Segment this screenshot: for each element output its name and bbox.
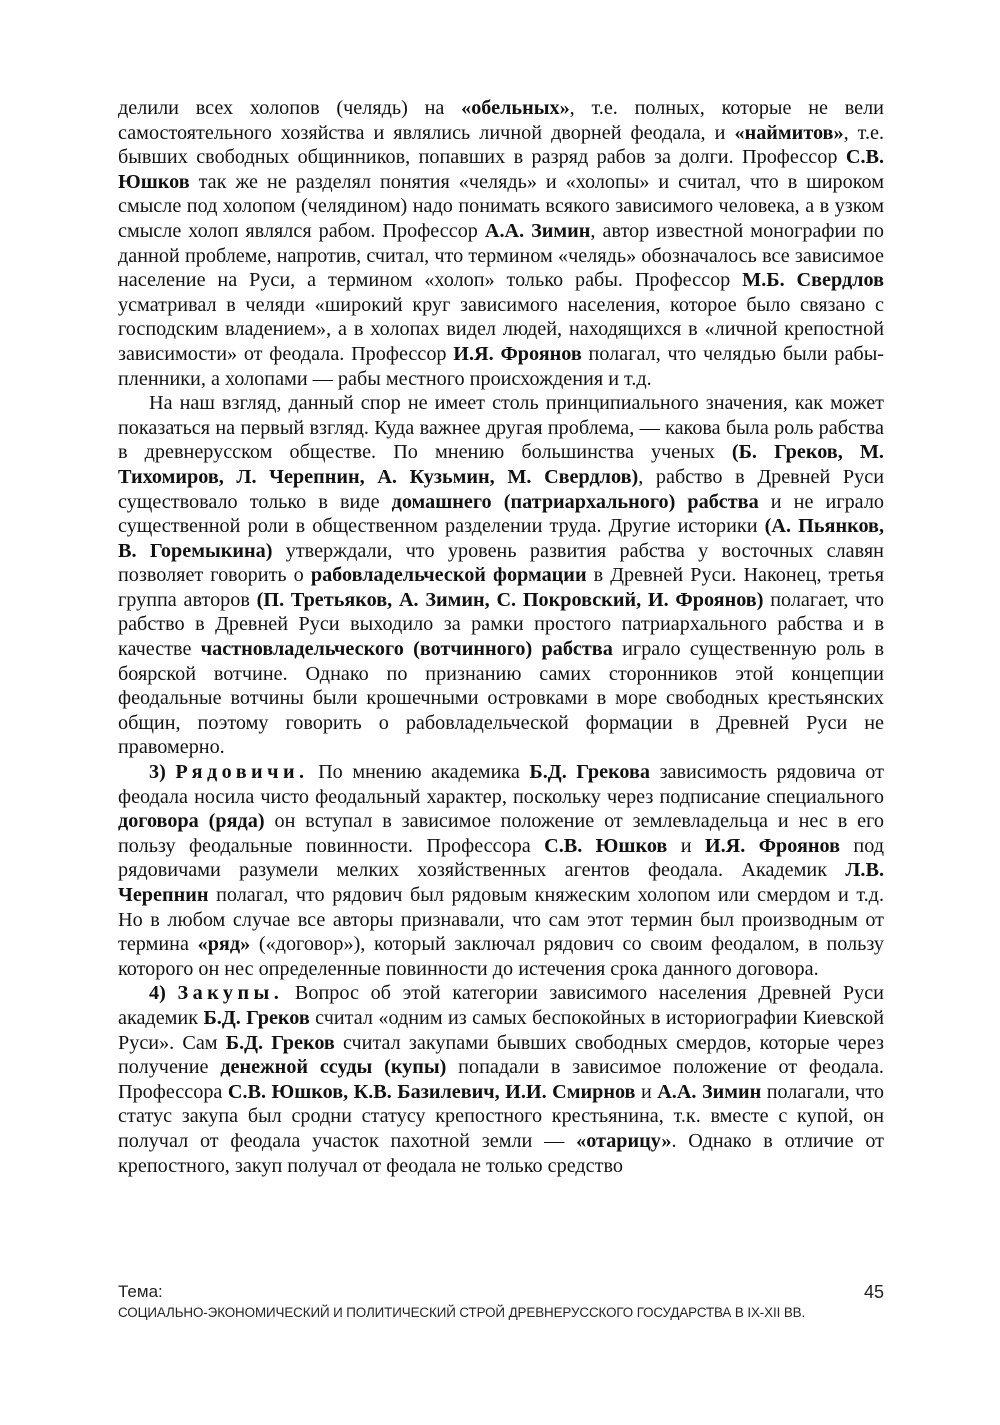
- bold-term: договора (ряда): [118, 810, 265, 833]
- bold-term: «наймитов»: [734, 121, 844, 144]
- bold-term: А.А. Зимин: [484, 219, 591, 242]
- bold-term: частновладельческого (вотчинного) рабства: [200, 638, 613, 661]
- bold-term: Б.Д. Греков: [225, 1031, 335, 1054]
- text-run: , автор известной монографии по данной проблеме, напротив, считал, что термином «челядь» обозначалось все зависимое население на Руси, а термином «холоп» только рабы. Профессор: [118, 219, 884, 292]
- text-run: делили всех холопов (челядь) на: [118, 97, 462, 119]
- text-run: он вступал в зависимое положение от землевладельца и нес в его пользу феодальные повинности. Профессора: [118, 810, 885, 857]
- page-number: 45: [863, 1282, 884, 1302]
- page-footer: [118, 1281, 884, 1323]
- bold-term: М.Б. Свердлов: [742, 269, 884, 292]
- bold-term: рабовладельческой формации: [310, 564, 587, 587]
- text-run: полагали, что статус закупа был сродни статусу крепостного крестьянина, т.к. вместе с купой, он получал от феодала участок пахотной земли —: [118, 1080, 884, 1152]
- text-run: , т.е. бывших свободных общинников, попавших в разряд рабов за долги. Профессор: [118, 121, 885, 169]
- bold-term: И.Я. Фроянов: [453, 342, 582, 365]
- text-run: и не играло существенной роли в общественном разделении труда. Другие историки: [118, 490, 884, 538]
- text-run: и: [667, 834, 705, 857]
- text-run: утверждали, что уровень развития рабства у восточных славян позволяет говорить о: [118, 539, 884, 587]
- bold-term: С.В. Юшков: [118, 146, 884, 193]
- bold-term: 4): [149, 982, 178, 1005]
- text-run: играло существенную роль в боярской вотчине. Однако по признанию самих сторонников этой концепции феодальные вотчины были крошечными островками в море свободных крестьянских общин, поэтому говорить о рабовладельческой формации в Древней Руси не правомерно.: [118, 638, 884, 759]
- section-heading: Рядовичи.: [175, 761, 309, 784]
- text-run: полагал, что рядович был рядовым княжеским холопом или смердом и т.д. Но в любом случае все авторы признавали, что сам этот термин был производным от термина: [118, 884, 884, 956]
- bold-term: «отарицу»: [576, 1129, 672, 1152]
- bold-term: (П. Третьяков, А. Зимин, С. Покровский, И. Фроянов): [256, 588, 764, 611]
- page-body: [118, 96, 884, 1178]
- footer-topic-label: Тема:: [118, 1282, 163, 1301]
- text-run: усматривал в челяди «широкий круг зависимого населения, которое было связано с господским владением», а в холопах видел людей, находящихся в «личной крепостной зависимости» от феодала. Профессор: [118, 293, 884, 365]
- paragraph: [118, 760, 884, 981]
- text-run: и: [635, 1080, 658, 1103]
- text-run: попадали в зависимое положение от феодала. Профессора: [118, 1056, 884, 1103]
- text-run: в Древней Руси. Наконец, третья группа авторов: [118, 564, 884, 611]
- bold-term: И.Я. Фроянов: [704, 834, 841, 857]
- text-run: На наш взгляд, данный спор не имеет столь принципиального значения, как может показаться на первый взгляд. Куда важнее другая проблема, — какова была роль рабства в древнерусском обществе. По мнению большинства ученых: [118, 392, 884, 464]
- text-run: . Однако в отличие от крепостного, закуп получал от феодала не только средство: [118, 1129, 884, 1177]
- text-run: Вопрос об этой категории зависимого населения Древней Руси академик: [118, 982, 884, 1029]
- paragraph: [118, 981, 884, 1178]
- text-run: так же не разделял понятия «челядь» и «холопы» и считал, что в широком смысле под холопом (челядином) надо понимать всякого зависимого человека, а в узком смысле холоп являлся рабом. Профессор: [118, 170, 884, 242]
- text-run: , рабство в Древней Руси существовало только в виде: [118, 465, 884, 513]
- bold-term: С.В. Юшков: [544, 834, 668, 857]
- text-run: («договор»), который заключал рядович со своим феодалом, в пользу которого он нес определенные повинности до истечения срока данного договора.: [118, 933, 884, 980]
- footer-topic-title: СОЦИАЛЬНО-ЭКОНОМИЧЕСКИЙ И ПОЛИТИЧЕСКИЙ СТРОЙ ДРЕВНЕРУССКОГО ГОСУДАРСТВА В IX-XII ВВ.: [118, 1305, 806, 1320]
- bold-term: «обельных»: [461, 97, 570, 119]
- bold-term: денежной ссуды (купы): [220, 1056, 447, 1079]
- bold-term: домашнего (патриархального) рабства: [391, 490, 759, 513]
- text-run: полагает, что рабство в Древней Руси выходило за рамки простого патриархального рабства и в качестве: [118, 588, 884, 661]
- text-run: считал «одним из самых беспокойных в историографии Киевской Руси». Сам: [118, 1006, 885, 1054]
- text-run: По мнению академика: [308, 761, 530, 784]
- bold-term: А.А. Зимин: [657, 1080, 762, 1103]
- bold-term: Б.Д. Грекова: [529, 761, 651, 784]
- paragraph: [118, 96, 884, 391]
- bold-term: «ряд»: [197, 933, 251, 956]
- text-run: под рядовичами разумели мелких хозяйственных агентов феодала. Академик: [118, 834, 884, 882]
- bold-term: С.В. Юшков, К.В. Базилевич, И.И. Смирнов: [227, 1080, 636, 1103]
- bold-term: (Б. Греков, М. Тихомиров, Л. Черепнин, А. Кузьмин, М. Свердлов): [118, 441, 884, 488]
- text-run: зависимость рядовича от феодала носила чисто феодальный характер, поскольку через подписание специального: [118, 761, 884, 808]
- text-run: считал закупами бывших свободных смердов, которые через получение: [118, 1031, 884, 1079]
- bold-term: Б.Д. Греков: [203, 1006, 310, 1029]
- text-run: полагал, что челядью были рабы-пленники, а холопами — рабы местного происхождения и т.д.: [118, 342, 884, 390]
- bold-term: (А. Пьянков, В. Горемыкина): [118, 515, 884, 562]
- bold-term: Л.В. Черепнин: [118, 859, 884, 906]
- paragraph: [118, 391, 884, 760]
- section-heading: Закупы.: [177, 982, 284, 1005]
- text-run: , т.е. полных, которые не вели самостоятельного хозяйства и являлись личной дворней феодала, и: [118, 97, 884, 144]
- bold-term: 3): [149, 761, 176, 784]
